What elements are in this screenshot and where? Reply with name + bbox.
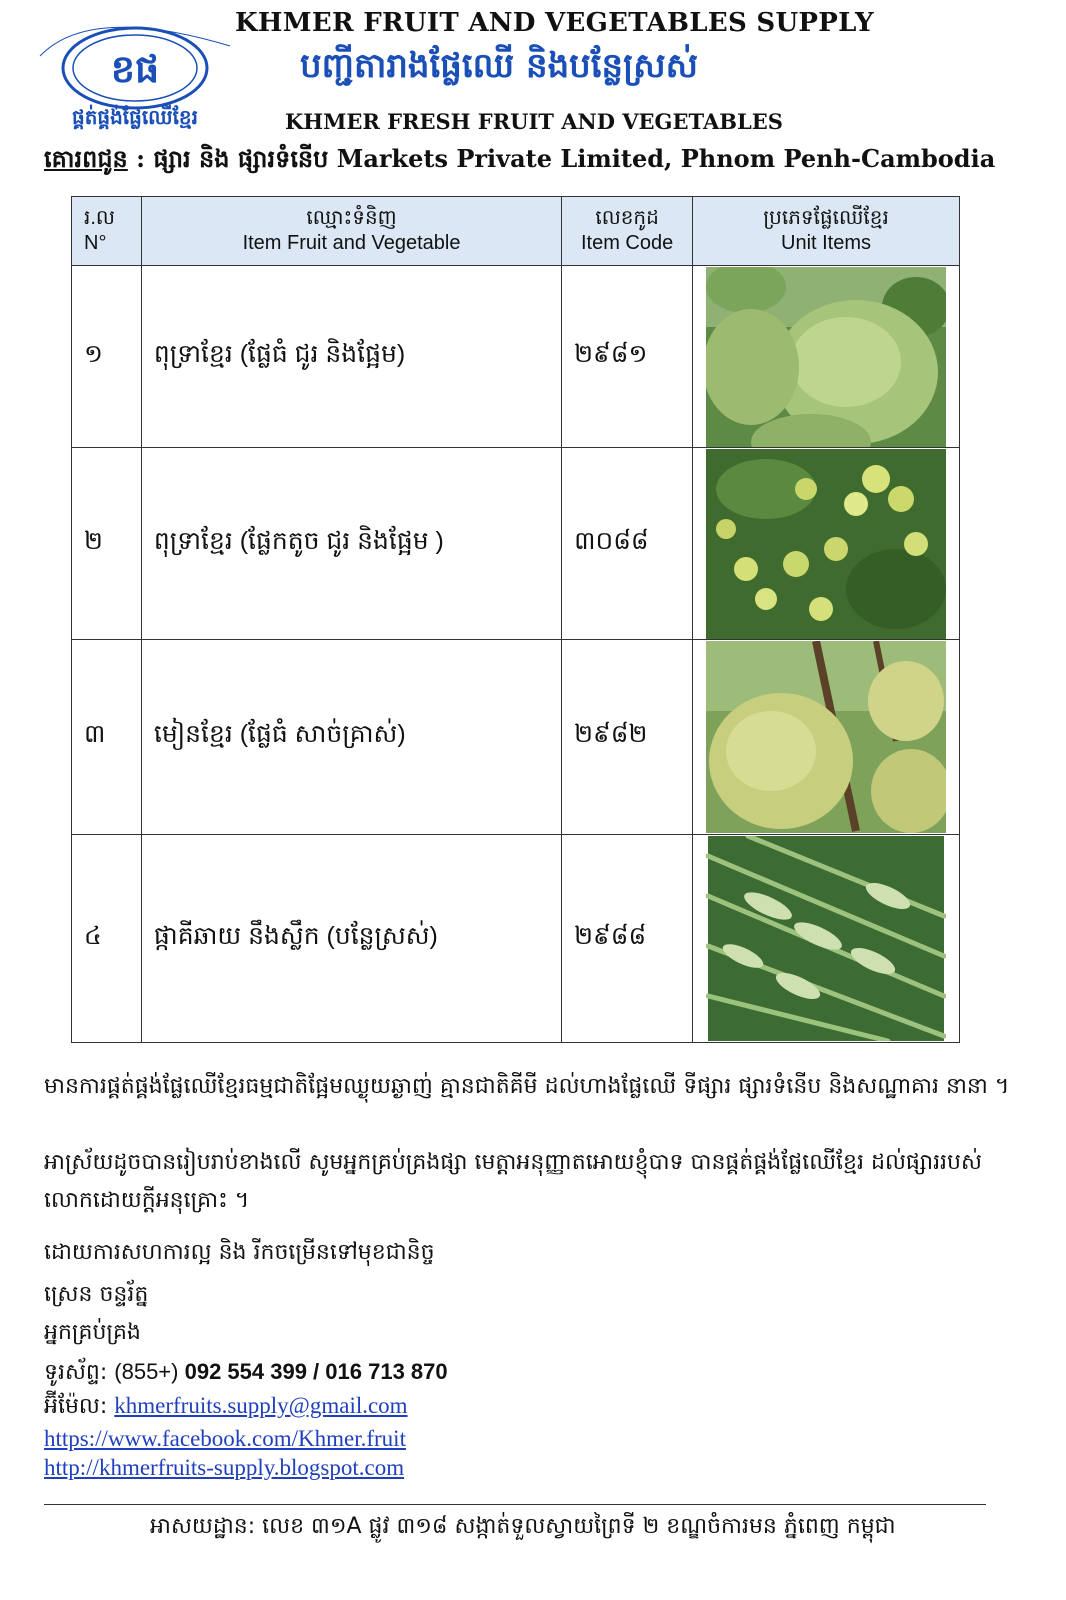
phone-line: ទូរស័ព្ទ: (855+) 092 554 399 / 016 713 870 <box>44 1359 448 1385</box>
company-subtitle-en: KHMER FRESH FRUIT AND VEGETABLES <box>285 109 783 134</box>
table-row <box>72 448 960 640</box>
item-code: ២៩៨៨ <box>562 835 693 1043</box>
email-line: អ៊ីម៉ែល: khmerfruits.supply@gmail.com <box>44 1393 408 1419</box>
header-unit-items: ប្រភេទផ្លែឈើខ្មែរ Unit Items <box>693 197 960 266</box>
item-code: ២៩៨១ <box>562 266 693 448</box>
header-item-code: លេខកូដ Item Code <box>562 197 693 266</box>
body-paragraph-1: មានការផ្គត់ផ្គង់ផ្លែឈើខ្មែរធម្មជាតិផ្អែមឈ្ងុយឆ្ងាញ់ គ្មានជាតិគីមី ដល់ហាងផ្លែឈើ ទីផ្សារ ផ្សារទំនើប និងសណ្ឋាគារ នានា ។ <box>44 1074 1010 1099</box>
recipient-line <box>44 144 995 179</box>
longan-fruit-photo <box>706 641 946 833</box>
item-name: ពុទ្រាខ្មែរ (ផ្លែកតូច ជូរ និងផ្អែម ) <box>141 448 561 640</box>
body-paragraph-2: អាស្រ័យដូចបានរៀបរាប់ខាងលើ សូមអ្នកគ្រប់គ្រងផ្សា មេត្តាអនុញ្ញាតអោយខ្ញុំបាទ បានផ្គត់ផ្គង់ផ្លែឈើខ្មែរ ដល់ផ្សាររបស់លោកដោយក្ដីអនុគ្រោះ ។ <box>44 1150 982 1213</box>
company-logo <box>30 8 240 136</box>
document-title-kh: បញ្ជីតារាងផ្លែឈើ និងបន្លែស្រស់ <box>300 46 698 86</box>
items-table <box>71 196 960 1043</box>
row-number: ៣ <box>72 640 142 835</box>
logo-text-bottom: ផ្គត់ផ្គង់ផ្លែឈើខ្មែរ <box>72 105 198 129</box>
logo-monogram: ខផ <box>110 47 160 91</box>
table-header-row <box>72 197 960 266</box>
signatory-name: ស្រេន ចន្ទរ័ត្ន <box>44 1282 149 1307</box>
item-code: ៣០៨៨ <box>562 448 693 640</box>
company-title-en: KHMER FRUIT AND VEGETABLES SUPPLY <box>235 8 874 38</box>
recipient-label: គោរពជូន <box>44 144 128 173</box>
closing-line: ដោយការសហការល្អ និង រីកចម្រើនទៅមុខជានិច្ច <box>44 1240 435 1265</box>
blog-link[interactable]: http://khmerfruits-supply.blogspot.com <box>44 1455 405 1480</box>
header-item-name: ឈ្មោះទំនិញ Item Fruit and Vegetable <box>141 197 561 266</box>
recipient-text: : ផ្សារ និង ផ្សារទំនើប Markets Private Limited, Phnom Penh-Cambodia <box>127 144 996 173</box>
phone-numbers: 092 554 399 / 016 713 870 <box>184 1359 448 1384</box>
item-name: មៀនខ្មែរ (ផ្លែធំ សាច់គ្រាស់) <box>141 640 561 835</box>
green-jujube-large-photo <box>706 267 946 447</box>
item-name: ពុទ្រាខ្មែរ (ផ្លែធំ ជូរ និងផ្អែម) <box>141 266 561 448</box>
email-link[interactable]: khmerfruits.supply@gmail.com <box>114 1393 408 1418</box>
row-number: ១ <box>72 266 142 448</box>
row-number: ៤ <box>72 835 142 1043</box>
header-number: រ.ល N° <box>72 197 142 266</box>
table-row <box>72 835 960 1043</box>
item-code: ២៩៨២ <box>562 640 693 835</box>
item-name: ផ្កាគីឆាយ នឹងស្លឹក (បន្លែស្រស់) <box>141 835 561 1043</box>
footer-address: អាសយដ្ឋាន: លេខ ៣១A ផ្លូវ ៣១៨ សង្កាត់ទួលស្វាយព្រៃទី ២ ខណ្ឌចំការមន ភ្នំពេញ កម្ពុជា <box>150 1514 896 1539</box>
table-row <box>72 266 960 448</box>
table-row <box>72 640 960 835</box>
small-jujube-tree-photo <box>706 449 946 639</box>
chive-flower-photo <box>706 836 946 1041</box>
facebook-link[interactable]: https://www.facebook.com/Khmer.fruit <box>44 1426 406 1451</box>
footer-divider <box>44 1504 986 1505</box>
signatory-role: អ្នកគ្រប់គ្រង <box>44 1320 141 1345</box>
row-number: ២ <box>72 448 142 640</box>
